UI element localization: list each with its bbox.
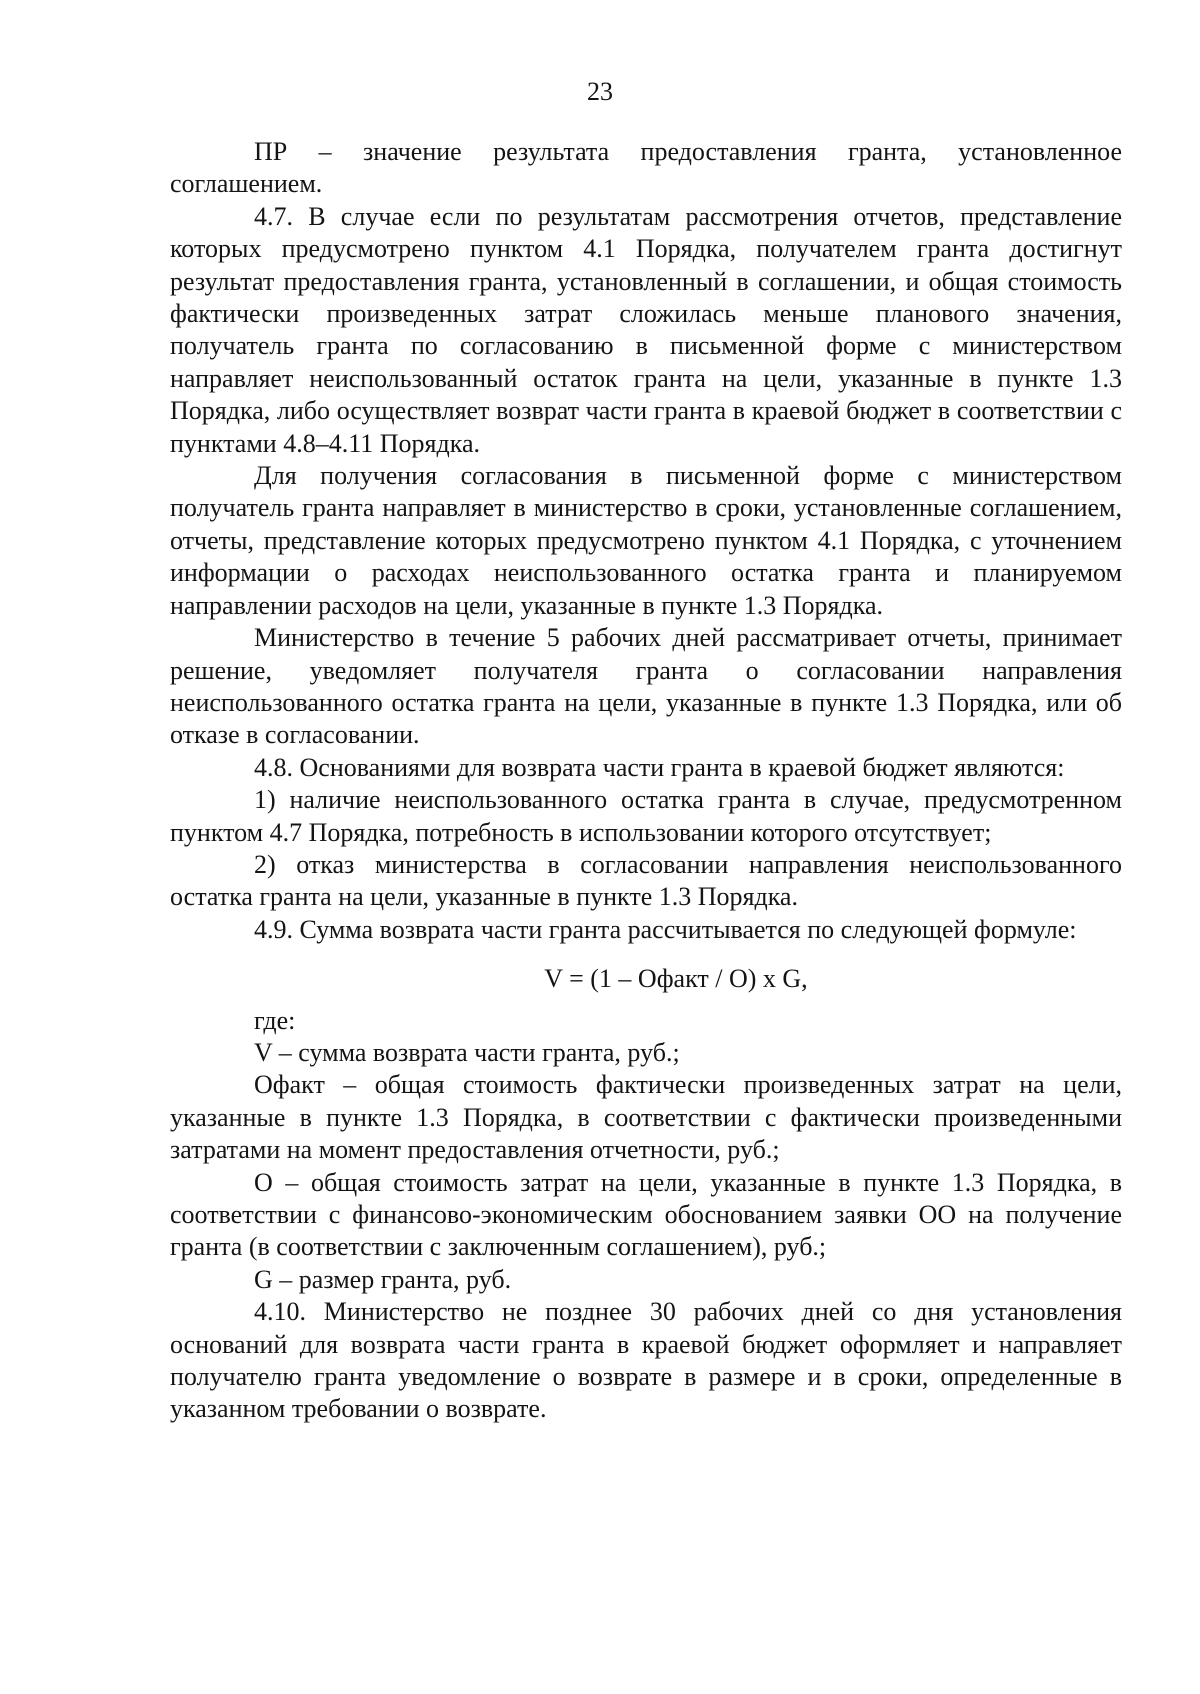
definition-ofakt: Офакт – общая стоимость фактически произведенных затрат на цели, указанные в пункте 1.3 Порядка, в соответствии с фактически произведенными затратами на момент предоставления отчетности, руб.;	[170, 1070, 1122, 1165]
paragraph-approval-request: Для получения согласования в письменной форме с министерством получатель гранта направляет в министерство в сроки, установленные соглашением, отчеты, представление которых предусмотрено пунктом 4.1 Порядка, с уточнением информации о расходах неиспользованного остатка гранта и планируемом направлении расходов на цели, указанные в пункте 1.3 Порядка.	[170, 461, 1122, 620]
document-body	[170, 136, 1122, 1426]
definition-g: G – размер гранта, руб.	[254, 1264, 512, 1294]
paragraph-4-7: 4.7. В случае если по результатам рассмотрения отчетов, представление которых предусмотрено пунктом 4.1 Порядка, получателем гранта достигнут результат предоставления гранта, установленный в соглашении, и общая стоимость фактически произведенных затрат сложилась меньше планового значения, получатель гранта по согласованию в письменной форме с министерством направляет неиспользованный остаток гранта на цели, указанные в пункте 1.3 Порядка, либо осуществляет возврат части гранта в краевой бюджет в соответствии с пунктами 4.8–4.11 Порядка.	[170, 201, 1122, 458]
where-label: где:	[254, 1005, 296, 1035]
definition-v: V – сумма возврата части гранта, руб.;	[254, 1037, 680, 1067]
definition-o: О – общая стоимость затрат на цели, указанные в пункте 1.3 Порядка, в соответствии с финансово-экономическим обоснованием заявки ОО на получение гранта (в соответствии с заключенным соглашением), руб.;	[170, 1167, 1122, 1262]
paragraph-ground-1: 1) наличие неиспользованного остатка гранта в случае, предусмотренном пунктом 4.7 Порядка, потребность в использовании которого отсутствует;	[170, 785, 1122, 847]
paragraph-ministry-review: Министерство в течение 5 рабочих дней рассматривает отчеты, принимает решение, уведомляет получателя гранта о согласовании направления неиспользованного остатка гранта на цели, указанные в пункте 1.3 Порядка, или об отказе в согласовании.	[170, 623, 1122, 750]
paragraph-4-9: 4.9. Сумма возврата части гранта рассчитывается по следующей формуле:	[254, 914, 1077, 944]
paragraph-ground-2: 2) отказ министерства в согласовании направления неиспользованного остатка гранта на цели, указанные в пункте 1.3 Порядка.	[170, 849, 1122, 912]
paragraph-4-8: 4.8. Основаниями для возврата части гранта в краевой бюджет являются:	[254, 752, 1065, 782]
formula: V = (1 – Офакт / О) x G,	[544, 964, 808, 994]
paragraph-pr-definition: ПР – значение результата предоставления гранта, установленное соглашением.	[170, 137, 1122, 199]
page-number: 23	[587, 77, 613, 106]
paragraph-4-10: 4.10. Министерство не позднее 30 рабочих дней со дня установления оснований для возврата части гранта в краевой бюджет оформляет и направляет получателю гранта уведомление о возврате в размере и в сроки, определенные в указанном требовании о возврате.	[170, 1297, 1122, 1424]
